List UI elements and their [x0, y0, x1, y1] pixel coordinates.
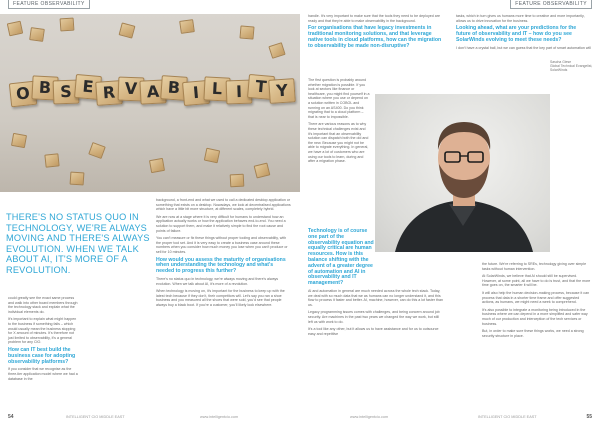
photo-caption [550, 60, 594, 73]
issue-name-right: INTELLIGENT CIO MIDDLE EAST [478, 415, 537, 419]
paragraph: the future. We're referring to SREs, technology giving over simple tasks without human intervention. [482, 262, 587, 271]
paragraph: There are various reasons as to why these technical challenges exist and it's important that an observability solution can dispatch both the old and the new. Because you might not be able to migrate everything. In general, we have a lot of customers who are using our tools to learn, during and after a migration phase. [308, 122, 369, 164]
paragraph: Legacy programming issues comes with challenges, and being concern around job security. Are machines in the past two years we changed the way we work, but still left us with work to do. [308, 310, 440, 324]
letter-tile-6: V [118, 77, 145, 102]
right-column-2-lower [482, 262, 592, 341]
scatter-tile [254, 162, 271, 178]
paragraph: When technology is moving on, it's important for the business to keep up with the latest tech because if they don't, their competitors will. Let's say you ran a shoe business and you measured all the shoes that were sold, you'd see that people always buy a black boot. If you're a customer, you'll likely look elsewhere. [156, 289, 285, 307]
letter-tile-13: Y [268, 78, 296, 104]
page-number-right: 55 [586, 414, 592, 420]
paragraph: It will also help the human decision-making process, because it can process that data in a shorter time frame and offer suggested actions, as humans, we might need a week to comprehend. [482, 290, 590, 305]
section-tab-right: FEATURE OBSERVABILITY [510, 0, 592, 9]
scatter-tile [60, 18, 75, 32]
subheading: For organisations that have legacy investments in traditional monitoring solutions, and that leverage native tools in cloud platforms, how can the migration to observability be made non-disruptive? [308, 25, 442, 49]
letter-tile-3: S [53, 80, 80, 105]
letter-tile-12: T [247, 74, 275, 100]
left-column-2 [156, 198, 292, 310]
paragraph: We are now at a stage where it is very difficult for humans to understand how an application actually works or how the application behaves end-to-end. You need a solution to support them, and make it relatively simple to find the root cause and points of failure. [156, 214, 286, 233]
scatter-tile [44, 153, 59, 167]
subheading: How can IT best build the business case for adopting observability platforms? [8, 346, 76, 365]
paragraph: It's important to explain what might happen to the business if something fails – which would usually mean the business stopping for X amount of minutes. It's therefore not just limited to observability, it's a general problem for any CIO. [8, 317, 77, 345]
portrait-photo [375, 94, 550, 252]
paragraph: There's no status quo in technology, we're always moving and there's always evolution. When we talk about AI, it's more of a revolution. [156, 276, 279, 286]
letter-tile-4: E [74, 74, 102, 100]
scatter-tile [29, 27, 45, 42]
letter-tile-10: L [204, 76, 231, 101]
site-url-left: www.intelligentcio.com [200, 415, 239, 419]
scatter-tile [268, 42, 285, 59]
scatter-tile [230, 174, 245, 188]
scatter-tile [204, 148, 220, 164]
caption-role: Global Technical Evangelist, SolarWinds [550, 64, 593, 73]
subheading: Technology is of course one part of the observability equation and equally critical are human resources. How is this balance shifting with the advent of a greater degree of automation and AI in observability and IT management? [308, 228, 374, 287]
right-column-1 [308, 14, 444, 51]
paragraph: handle. It's very important to make sure that the tools they need to be deployed are ready and that they're able to make observability in the background. [308, 14, 440, 23]
scatter-tile [7, 21, 23, 37]
scatter-tile [70, 172, 85, 186]
subheading: How would you assess the maturity of organisations when understanding the technology and what's needed to progress this further? [156, 256, 286, 275]
paragraph: You can't measure or fix these things without proper tooling and observability, with the proper tool set. And it is very easy to create a business case around these numbers when you consider how much money you lose when you can't produce or sell for 10 minutes. [156, 236, 288, 254]
paragraph: could greatly see the exact same process and walk into other board members through the technology stack and explain what the individual elements do. [8, 296, 78, 314]
letter-tile-11: I [226, 80, 253, 105]
right-column-1-narrow [308, 78, 370, 167]
paragraph: I don't have a crystal ball, but we can guess that the key part of smart automation will [456, 45, 591, 50]
site-url-right: www.intelligentcio.com [350, 415, 389, 419]
section-tab-left: FEATURE OBSERVABILITY [8, 0, 90, 9]
paragraph: If you consider that we recognise as the three-tier application model where we had a database in the [8, 367, 78, 381]
caption-name: Sascha Giese [550, 60, 572, 64]
scatter-tile [179, 19, 195, 34]
paragraph: background, a front-end and what we used to call a dedicated desktop application or something that exists on a desktop. Nowadays, we look at decentralised applications which have a little bit more structure, at different scales, completely hybrid. [156, 198, 291, 212]
left-column-1 [8, 296, 80, 384]
paragraph: At SolarWinds, we believe that AI should still be supervised. However, at some point, all we have to do is trust, and that the more time goes on, the smarter it will be. [482, 274, 591, 288]
paragraph: The first question is probably around whether migration is possible. If you look at sectors like finance or healthcare, you might find yourself in a situation where you use or depend on a solution written in COBOL and running on an AS400. Do you think migrating that to a cloud platform – that is near to impossible. [308, 78, 370, 119]
issue-name-left: INTELLIGENT CIO MIDDLE EAST [66, 415, 125, 419]
letter-tile-7: A [139, 79, 166, 104]
scatter-tile [11, 133, 27, 148]
scatter-tile [239, 25, 254, 39]
letter-tile-5: R [96, 80, 124, 106]
letter-tile-8: B [160, 75, 188, 101]
letter-tile-2: B [31, 75, 58, 100]
letter-tile-9: I [182, 80, 210, 106]
pull-quote: THERE'S NO STATUS QUO IN TECHNOLOGY, WE'RE ALWAYS MOVING AND THERE'S ALWAYS EVOLUTION. WHEN WE TALK ABOUT AI, IT'S MORE OF A REVOLUTION. [6, 212, 150, 275]
subheading: Looking ahead, what are your predictions for the future of observability and IT – how do you see SolarWinds evolving to meet these needs? [456, 25, 577, 43]
paragraph: It's a tool like any other, but it allows us to have assistance and for us to outsource easy and repetitive [308, 327, 439, 336]
paragraph: It's also possible to integrate a monitoring being introduced in the business where we can depend in a more simplified and safer way much of our production and interception of the tech services or business. [482, 307, 588, 326]
right-column-2 [456, 14, 592, 53]
letter-tile-1: O [9, 81, 37, 108]
observability-photo [0, 14, 300, 192]
scatter-tile [119, 22, 136, 38]
scatter-tile [88, 142, 106, 159]
paragraph: tasks, which in turn gives us humans more time to creative and more importantly, allows us to drive innovation for the business. [456, 14, 585, 23]
portrait-illustration [375, 94, 550, 252]
paragraph: AI and automation in general are much needed across the whole tech stack. Today, we deal with so much data that we as humans can no longer understand it, and this flow to process it faster and better. AI, machine, however, can do this a lot faster than us. [308, 288, 444, 307]
scatter-tile [149, 158, 165, 173]
right-page [300, 0, 600, 424]
page-number-left: 54 [8, 414, 14, 420]
paragraph: But, in order to make sure these things works, we need a strong security structure in place. [482, 329, 584, 338]
